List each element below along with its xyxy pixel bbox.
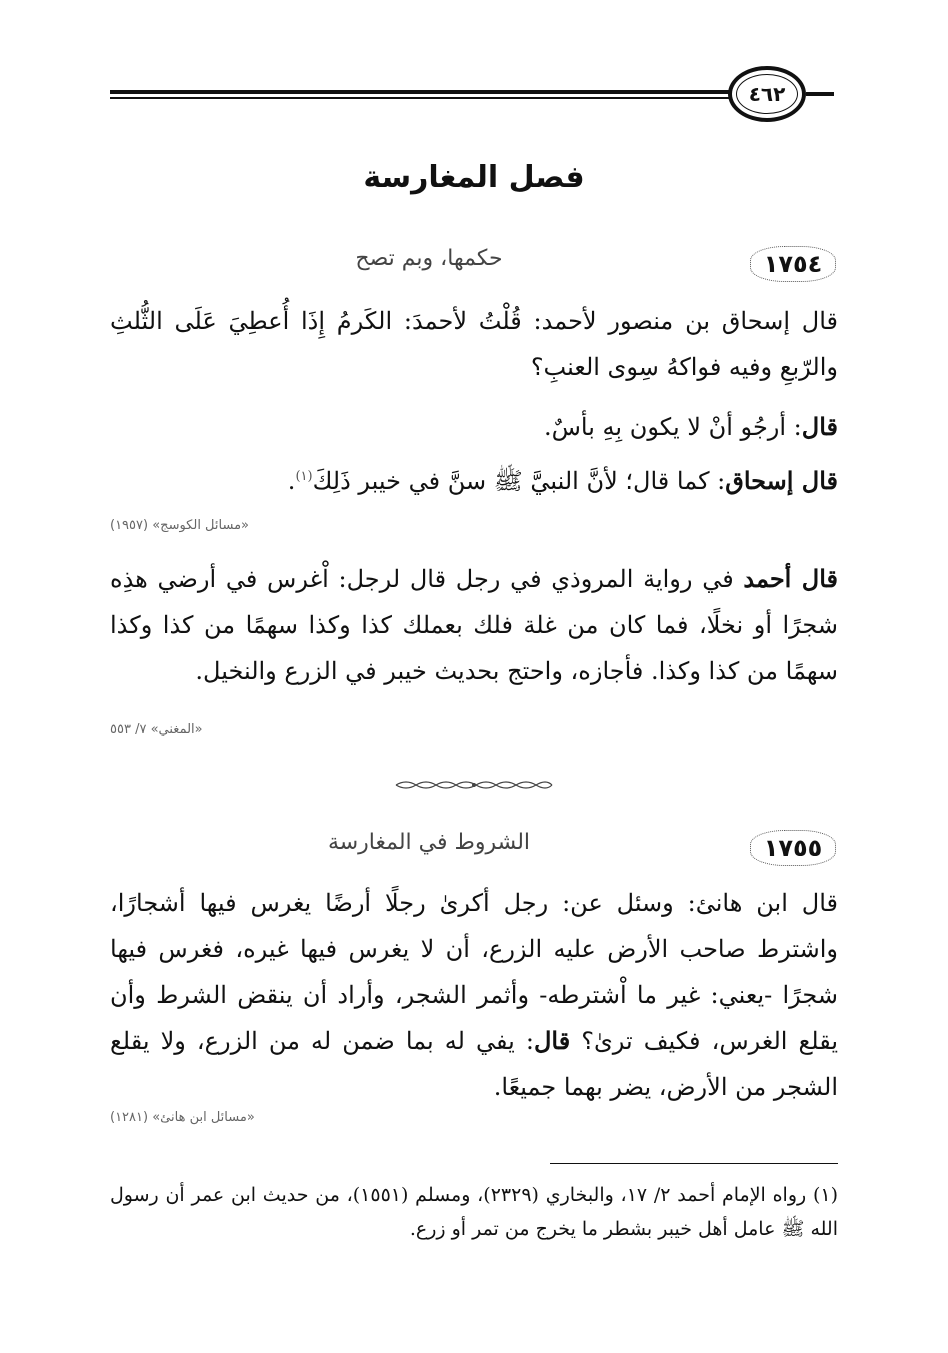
ornament-divider-icon xyxy=(394,778,554,792)
entry-number-badge: ١٧٥٤ xyxy=(748,242,838,286)
speaker-label: قال xyxy=(801,412,838,441)
question-text: قال إسحاق بن منصور لأحمد: قُلْتُ لأحمدَ: الكَرمُ إِذَا أُعطِيَ عَلَى الثُّلثِ والرّبعِ وفيه فواكهُ سِوى العنبِ؟ xyxy=(110,307,838,381)
header-rule xyxy=(110,90,730,100)
header-rule-tail xyxy=(806,92,834,96)
source-citation xyxy=(110,1110,838,1125)
source-text: «مسائل ابن هانئ» (١٢٨١) xyxy=(110,1110,255,1125)
question-text: قال ابن هانئ: وسئل عن: رجل أكرىٰ رجلًا أرضًا يغرس فيها أشجارًا، واشترط صاحب الأرض عليه الزرع، أن لا يغرس فيها غيره، فغرس فيها شجرًا -يعني: غير ما اْشترطه- وأثمر الشجر، وأراد أن ينقض الشرط وأن يقلع الغرس، فكيف ترىٰ؟ xyxy=(110,889,839,1055)
page-number: ٤٦٢ xyxy=(748,82,786,106)
entry-header-1755 xyxy=(110,826,838,874)
question-paragraph xyxy=(110,298,838,390)
chapter-title: فصل المغارسة xyxy=(363,160,585,195)
answer-text: : أرجُو أنْ لا يكون بِهِ بأسٌ. xyxy=(544,413,802,441)
header-rule-thin-line xyxy=(110,97,730,99)
entry-heading: حكمها، وبم تصح xyxy=(355,246,503,271)
ahmad-paragraph xyxy=(110,556,838,694)
ishaq-text: : كما قال؛ لأنَّ النبيَّ ﷺ سنَّ في خيبر ذَلِكَ xyxy=(312,467,726,495)
footnote-number: (١) xyxy=(812,1184,839,1206)
speaker-label: قال xyxy=(533,1026,571,1055)
source-citation xyxy=(110,518,838,533)
source-citation xyxy=(110,722,838,737)
entry-number-badge: ١٧٥٥ xyxy=(748,826,838,870)
footnote-reference: (١) xyxy=(295,469,313,484)
ahmad-text: في رواية المروذي في رجل قال لرجل: اْغرس في أرضي هذِه شجرًا أو نخلًا، فما كان من غلة فلك بعملك كذا وكذا سهمًا من كذا وكذا سهمًا من كذا وكذا. فأجازه، واحتج بحديث خيبر في الزرع والنخيل. xyxy=(110,565,839,685)
sentence-end: . xyxy=(287,467,296,495)
header-rule-thick-line xyxy=(110,90,730,94)
answer-text: : يفي له بما ضمن له من الزرع، ولا يقلع الشجر من الأرض، يضر بهما جميعًا. xyxy=(110,1027,838,1101)
entry-heading: الشروط في المغارسة xyxy=(327,830,531,855)
source-text: «مسائل الكوسج» (١٩٥٧) xyxy=(110,518,249,533)
ishaq-paragraph xyxy=(110,454,838,504)
speaker-label: قال أحمد xyxy=(743,564,838,593)
answer-paragraph xyxy=(110,404,838,450)
entry-header-1754 xyxy=(110,242,838,290)
footnote xyxy=(110,1178,838,1246)
footnote-separator xyxy=(550,1163,838,1164)
page-number-medallion xyxy=(728,66,806,122)
speaker-label: قال إسحاق xyxy=(725,466,838,495)
ibn-hani-paragraph xyxy=(110,880,838,1110)
footnote-text: رواه الإمام أحمد ٢/ ١٧، والبخاري (٢٣٢٩)، ومسلم (١٥٥١)، من حديث ابن عمر أن رسول الله ﷺ عامل أهل خيبر بشطر ما يخرج من تمر أو زرع. xyxy=(110,1184,838,1240)
source-text: «المغني» ٧/ ٥٥٣ xyxy=(110,722,203,737)
